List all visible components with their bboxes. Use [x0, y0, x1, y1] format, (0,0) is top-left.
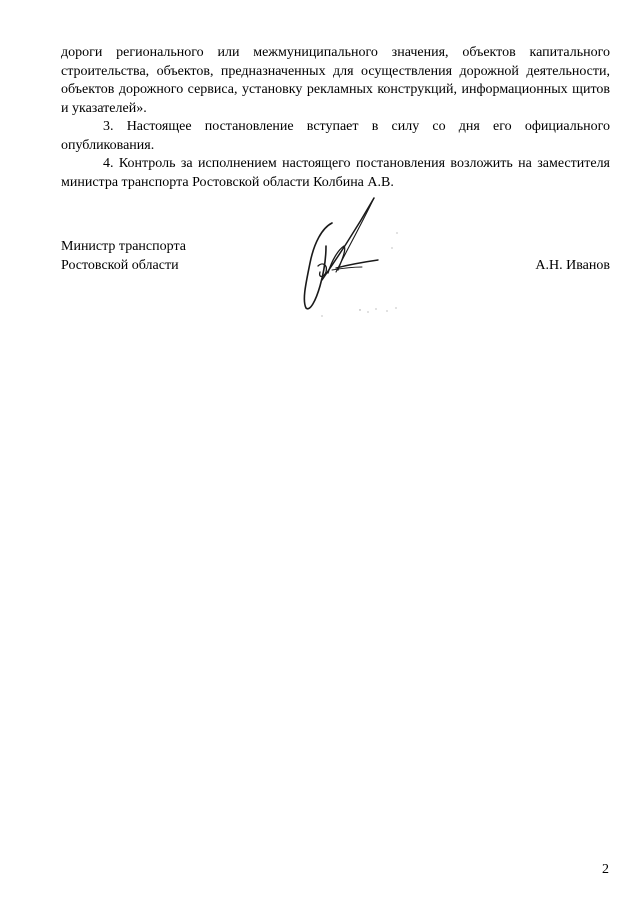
paragraph-3	[61, 118, 610, 155]
paragraph-continuation	[61, 44, 610, 118]
signatory-title	[61, 238, 261, 275]
signatory-title-line-2: Ростовской области	[61, 257, 179, 273]
signatory-title-line-1: Министр транспорта	[61, 239, 186, 254]
paragraph-continuation-text: дороги регионального или межмуниципального значения, объектов капитального строительства, объектов, предназначенных для осуществления дорожной деятельности, объектов дорожного сервиса, установку рекламных конструкций, информационных щитов и указателей».	[61, 45, 610, 116]
paragraph-3-text: 3. Настоящее постановление вступает в силу со дня его официального опубликования.	[61, 119, 610, 153]
page-number: 2	[602, 862, 609, 877]
handwritten-signature	[292, 188, 412, 323]
paragraph-4-text: 4. Контроль за исполнением настоящего постановления возложить на заместителя министра транспорта Ростовской области Колбина А.В.	[61, 156, 610, 190]
paragraph-4	[61, 155, 610, 192]
signatory-name: А.Н. Иванов	[535, 258, 610, 273]
